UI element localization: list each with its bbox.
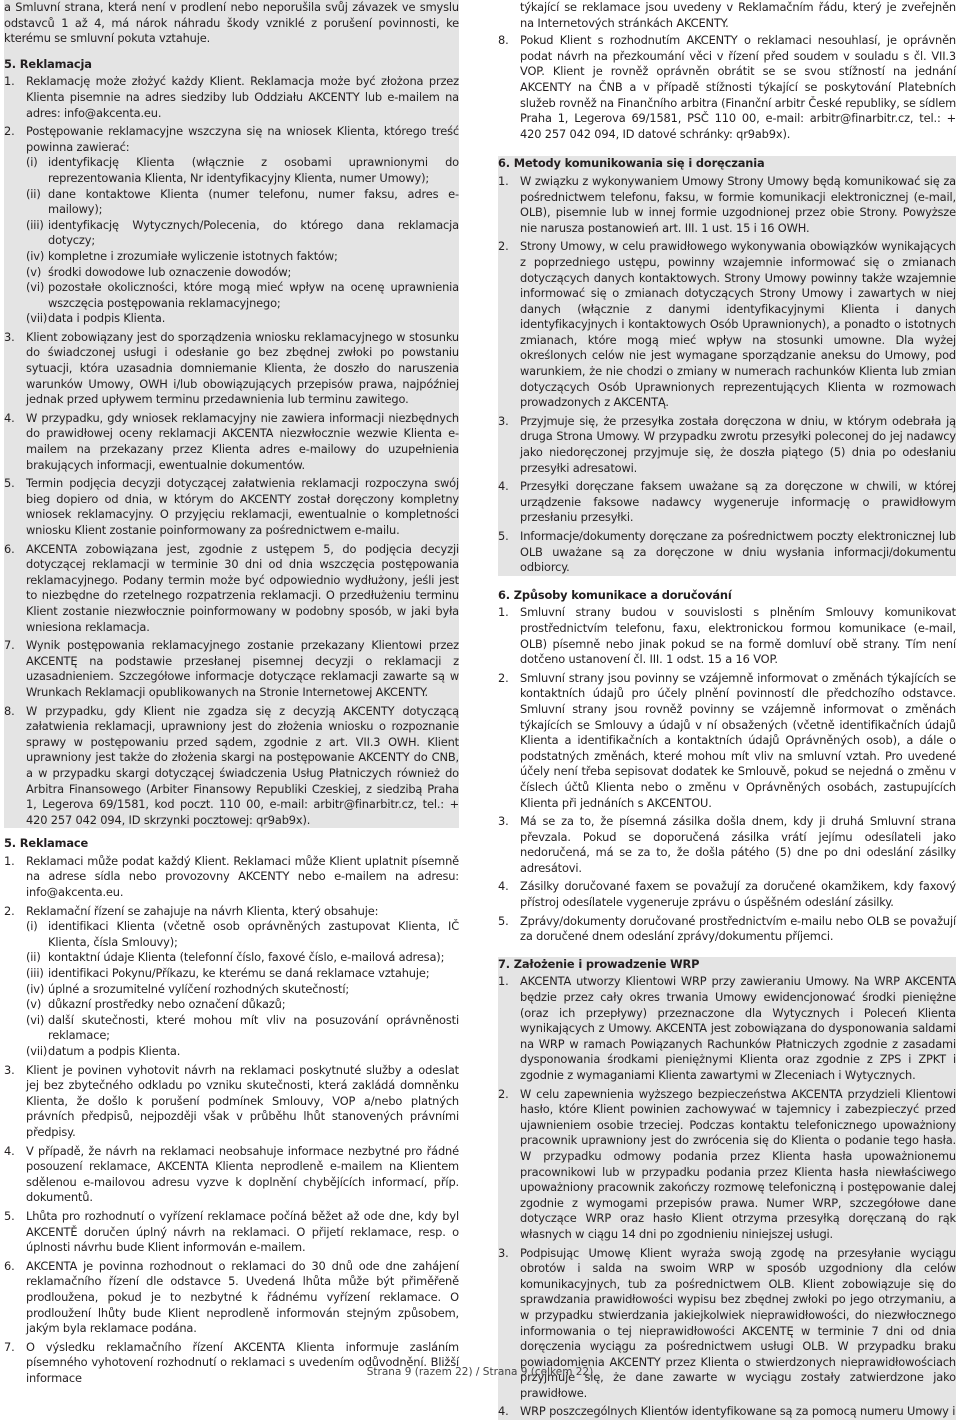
page-footer: Strana 9 (razem 22) / Strana 9 (celkem 22) [366,1366,594,1378]
sub-clause-number: (vii) [26,311,48,326]
clause-text: Má se za to, že písemná zásilka došla dnem, kdy ji druhá Smluvní strana převzala. Pokud se doporučená zásilka vrátí jejímu odesílateli jako nedoručená, má se za to, že došla pátého (5) dne po dni odeslání zásilky adresátovi. [520,814,956,875]
sub-clause [26,950,459,966]
sub-clause-number: (iii) [26,217,44,232]
sub-clause-text: identyfikację Klienta (włącznie z osobami uprawnionymi do reprezentowania Klienta, Nr identyfikacyjny Klienta, numer Umowy); [48,155,459,185]
clause-number: 5. [498,529,509,543]
clause [4,904,459,1060]
sub-clause [26,187,459,218]
clause-number: 1. [498,173,509,188]
clause [4,1259,459,1337]
clause-number: 4. [498,479,509,494]
clause-number: 2. [498,670,509,685]
clause-text: Klient zobowiązany jest do sporządzenia wniosku reklamacyjnego w stosunku do świadczonej usługi i odesłanie go bez zbędnej zwłoki po powstaniu sytuacji, która uzasadnia domniemanie Klienta, że doszło do naruszenia warunków Umowy, OWH i/lub obowiązujących przepisów prawa, najpóźniej jednak przed upływem terminu przedawnienia lub terminu zawitego. [26,329,459,407]
sub-clause [26,155,459,186]
sub-clause-text: dane kontaktowe Klienta (numer telefonu, numer faksu, adres e-mailowy); [48,186,459,217]
clause-list [4,74,459,828]
clause-text: Klient je povinen vyhotovit návrh na reklamaci poskytnuté služby a odeslat jej bez zbytečného odkladu po vzniku skutečnosti, která zakládá domněnku Klienta, že došlo k porušení podmínek Smlouvy, VOP a/nebo platných právních předpisů, nejpozději však v průběhu lhůt stanovených právními předpisy. [26,1062,459,1139]
sub-clause-text: identifikaci Pokynu/Příkazu, ke kterému se daná reklamace vztahuje; [48,966,430,981]
sub-clause-text: důkazní prostředky nebo označení důkazů; [48,997,286,1012]
sub-clause-text: identyfikację Wytycznych/Polecenia, do którego dana reklamacja dotyczy; [48,217,459,248]
section-heading: 6. Metody komunikowania się i doręczania [498,156,765,171]
clause [4,124,459,327]
clause [498,1087,956,1243]
clause [4,854,459,901]
sub-clause-number: (v) [26,264,42,279]
clause [498,174,956,236]
clause [498,529,956,576]
clause-list [498,974,956,1420]
clause-list [498,174,956,576]
sub-clause [26,982,459,998]
clause [498,879,956,910]
clause-text: V případě, že návrh na reklamaci neobsahuje informace nezbytné pro řádné posouzení reklamace, AKCENTA Klienta neprodleně e-mailem na Klientem sdělenou e-mailovou adresu vyzve k doplnění chybějících informací, příp. dokumentů. [26,1143,459,1205]
sub-clause-number: (i) [26,919,38,934]
clause-number: 7. [4,638,15,653]
intro-paragraph: a Smluvní strana, která není v prodlení nebo neporušila svůj závazek ve smyslu odstavců 1 až 4, má nárok náhradu škody vzniklé z porušení povinnosti, ke kterému se smluvní pokuta vztahuje. [4,0,459,46]
sub-clause [26,265,459,281]
polish-section-7 [498,957,956,1420]
clause-list [498,33,956,142]
clause-number: 3. [498,1245,509,1260]
clause-number: 4. [4,410,15,425]
sub-clause-text: datum a podpis Klienta. [48,1044,181,1058]
clause-text: Reklamaci může podat každý Klient. Reklamaci může Klient uplatnit písemně na adrese sídla nebo provozovny AKCENTY nebo e-mailem na adresu: info@akcenta.eu. [26,853,459,900]
sub-clause-number: (i) [26,155,38,170]
clause-number: 4. [498,1404,509,1419]
clause-number: 6. [4,541,15,556]
clause-number: 3. [4,1062,15,1077]
clause-number: 4. [498,879,509,894]
clause-text: Smluvní strany jsou povinny se vzájemně informovat o změnách týkajících se kontaktních údajů pro účely plnění povinností dle předchozího odstavce. Smluvní strany jsou rovněž povinny se vzájemně informovat o změnách týkajících se Smlouvy a údajů v ní obsažených (včetně identifikačních údajů Klienta a identifikačních a kontaktních údajů Oprávněných osob), a dále o podstatných změnách, které mohou mít vliv na smluvní vztah. Pro uvedené účely není třeba sepisovat dodatek ke Smlouvě, pokud se nejedná o změnu v číslech účtů Klienta nebo o změnu v Oprávněných osobách, zastupujících Klienta při jednáních s AKCENTOU. [520,670,956,810]
clause-number: 5. [4,476,15,491]
clause-text: Zásilky doručované faxem se považují za doručené okamžikem, kdy faxový přístroj odesílatele vygeneruje zprávu o úspěšném odeslání zásilky. [520,879,956,910]
clause [498,239,956,411]
clause [4,74,459,121]
right-column [498,0,956,1428]
continued-paragraph: týkající se reklamace jsou uvedeny v Reklamačním řádu, který je zveřejněn na Internetových stránkách AKCENTY. [520,0,956,30]
clause [498,671,956,811]
clause-number: 8. [498,33,509,48]
clause [498,1246,956,1402]
clause-number: 5. [4,1208,15,1223]
clause [4,476,459,538]
clause-text: Lhůta pro rozhodnutí o vyřízení reklamace počíná běžet až ode dne, kdy byl AKCENTĚ doručen úplný návrh na reklamaci. O přijetí reklamace, resp. o úplnosti návrhu bude Klient informován e-mailem. [26,1208,459,1255]
czech-section-6 [498,588,956,945]
clause-text: O výsledku reklamačního řízení AKCENTA Klienta informuje zasláním písemného vyhotovení rozhodnutí o reklamaci s uvedením odůvodnění. Bližší informace [26,1339,459,1385]
clause-number: 2. [4,903,15,918]
clause-text: W przypadku, gdy wniosek reklamacyjny nie zawiera informacji niezbędnych do prawidłowej oceny reklamacji AKCENTA niezwłocznie wezwie Klienta e-mailem na przekazany przez Klienta adres e-mailowy do uzupełnienia brakujących informacji, ewentualnie dokumentów. [26,410,459,472]
sub-clause-number: (ii) [26,950,41,965]
clause-number: 2. [4,124,15,139]
clause [4,1063,459,1141]
clause-number: 2. [498,239,509,254]
sub-clause-number: (vi) [26,1012,45,1027]
clause-number: 1. [498,974,509,989]
sub-clause-number: (iv) [26,248,45,263]
sub-clause [26,966,459,982]
sub-clause-text: środki dowodowe lub oznaczenie dowodów; [48,264,292,279]
clause [4,704,459,829]
sub-clause-number: (vii) [26,1044,48,1058]
clause-text: Reklamację może złożyć każdy Klient. Reklamacja może być złożona przez Klienta pisemnie na adres siedziby lub Oddziału AKCENTY lub e-mailem na adres: info@akcenta.eu. [26,74,459,120]
clause-text: WRP poszczególnych Klientów identyfikowane są za pomocą numeru Umowy i [520,1404,956,1419]
sub-clause-number: (vi) [26,280,45,295]
sub-clause [26,997,459,1013]
section-heading: 5. Reklamace [4,836,89,851]
clause [4,411,459,473]
clause [4,638,459,700]
polish-section-6 [498,156,956,575]
clause-text: Wynik postępowania reklamacyjnego zostanie przekazany Klientowi przez AKCENTĘ na podstawie przesłanej pisemnej decyzji o reklamacji z uzasadnieniem. Szczegółowe informacje dotyczące reklamacji zawarte są w Wrunkach Reklamacji opublikowanych na Stronie Internetowej AKCENTY. [26,638,459,699]
clause [498,974,956,1083]
clause-text: Podpisując Umowę Klient wyraża swoją zgodę na przesyłanie wyciągu obrotów i salda na swoim WRP w sposób uzgodniony dla celów komunikacyjnych, tub za pośrednictwem OLB. Klient zobowiązuje się do sprawdzania prawidłowości wypisu bez zbędnej zwłoki po jego otrzymaniu, a w przypadku stwierdzania jakiejkolwiek nieprawidłowości, do niezwłocznego informowania o tej nieprawidłowości AKCENTĘ w terminie 7 dni od dnia doręczenia wyciągu za pośrednictwem usługi OLB. W przypadku braku powiadomienia AKCENTY przez Klienta o stwierdzonych nieprawidłowościach przyjmuje się, że dane zawarte w wyciągu zostały zatwierdzone jako prawidłowe. [520,1245,956,1400]
polish-section-5 [4,0,459,828]
clause-number: 3. [498,413,509,428]
clause-number: 7. [4,1339,15,1354]
sub-clause [26,1044,459,1060]
sub-clause-text: další skutečnosti, které mohou mít vliv na posuzování oprávněnosti reklamace; [48,1012,459,1043]
clause-list [4,854,459,1387]
sub-clause [26,311,459,327]
sub-clause [26,280,459,311]
clause-text: W przypadku, gdy Klient nie zgadza się z decyzją AKCENTY dotyczącą załatwienia reklamacji, uprawniony jest do złożenia wniosku o rozpoznanie sprawy w postępowaniu przed sądem, zgodnie z art. VII.3 OWH. Klient uprawniony jest także do złożenia skargi na postępowanie AKCENTY do CNB, a w przypadku skargi dotyczącej świadczenia Usług Płatniczych również do Arbitra Finansowego (Arbiter Finansowy Republiki Czeskiej, z siedzibą Praha 1, Legerova 69/1581, kod poczt. 110 00, e-mail: arbitr@finarbitr.cz, tel.: + 420 257 042 094, ID skrzynki pocztowej: qr9ab9x). [26,703,459,827]
clause-number: 6. [4,1258,15,1273]
clause-number: 5. [498,913,509,928]
clause [4,330,459,408]
clause [4,1144,459,1206]
clause [4,542,459,636]
clause-list [498,605,956,944]
clause [498,414,956,476]
clause-text: Smluvní strany budou v souvislosti s plněním Smlouvy komunikovat prostřednictvím telefonu, faxu, elektronickou formou komunikace (e-mail, OLB) písemně nebo jinak pokud se na formě domluví obě strany. Tím není dotčeno ustanovení čl. III. 1 odst. 15 a 16 VOP. [520,605,956,667]
sub-clause-text: data i podpis Klienta. [48,311,166,326]
clause-number: 2. [498,1086,509,1101]
clause-text: Pokud Klient s rozhodnutím AKCENTY o reklamaci nesouhlasí, je oprávněn podat návrh na přezkoumání věci v řízení před soudem v souladu s čl. VII.3 VOP. Klient je rovněž oprávněn obrátit se se svou stížností na jednání AKCENTY na ČNB a v případě stížnosti týkající se poskytování Platebních služeb rovněž na Finančního arbitra (Finanční arbitr České republiky, se sídlem Praha 1, Legerova 69/1581, PSČ 110 00, e-mail: arbitr@finarbitr.cz, tel.: + 420 257 042 094, ID datové schránky: qr9ab9x). [520,33,957,141]
sub-clause [26,218,459,249]
clause [498,33,956,142]
clause [4,1209,459,1256]
clause-text: Przyjmuje się, że przesyłka została doręczona w dniu, w którym odebrała ją druga Strona Umowy. W przypadku zwrotu przesyłki poleconej do jej nadawcy jako niedoręczonej przyjmuje się, że doszła piątego (5) dnia po odesłaniu przesyłki adresatowi. [520,413,956,475]
clause-number: 4. [4,1143,15,1158]
clause-number: 1. [4,853,15,868]
section-heading: 6. Způsoby komunikace a doručování [498,587,732,602]
clause-number: 3. [4,329,15,344]
clause-text: Zprávy/dokumenty doručované prostřednictvím e-mailu nebo OLB se považují za doručené dnem odeslání zprávy/dokumentu příjemci. [520,913,956,944]
clause-text: Postępowanie reklamacyjne wszczyna się na wniosek Klienta, którego treść powinna zawierać: [26,124,459,154]
section-heading: 5. Reklamacja [4,56,92,71]
clause-text: Reklamační řízení se zahajuje na návrh Klienta, který obsahuje: [26,903,379,918]
clause-text: Strony Umowy, w celu prawidłowego wykonywania obowiązków wynikających z poprzedniego ustępu, powinny wzajemnie informować się o zmianach dotyczących danych kontaktowych. Strony Umowy powinny także wzajemnie informować się o zmianach dotyczących Strony Umowy i zawartych w niej danych (włącznie z danymi identyfikacyjnymi Klienta i danych identyfikacyjnych i kontaktowych Osób Uprawnionych), a ponadto o istotnych zmianach, które mogą mieć wpływ na stosunki umowne. Dla wyżej określonych celów nie jest wymagane sporządzanie aneksu do Umowy, pod warunkiem, że nie chodzi o zmiany w numerach rachunków Klienta lub zmian dotyczących Osób Uprawnionych reprezentujących Klienta w rozmowach prowadzonych z AKCENTĄ. [520,239,956,410]
clause-number: 3. [498,814,509,829]
clause-text: AKCENTA je povinna rozhodnout o reklamaci do 30 dnů ode dne zahájení reklamačního řízení dle odstavce 5. Uvedená lhůta může být přiměřeně prodloužena, pokud je to nezbytné k řádnému vyřízení reklamace. O prodloužení lhůty bude Klient neprodleně informován stejným způsobem, jakým byla reklamace podána. [26,1258,459,1336]
sub-clause-text: pozostałe okoliczności, które mogą mieć wpływ na ocenę uprawnienia wszczęcia postępowania reklamacyjnego; [48,280,459,310]
sub-clause-number: (iv) [26,981,45,996]
sub-clause-text: kontaktní údaje Klienta (telefonní číslo, faxové číslo, e-mailová adresa); [48,950,445,965]
sub-clause [26,249,459,265]
sub-clause-number: (v) [26,997,42,1012]
clause [498,914,956,945]
sub-clause-number: (ii) [26,186,41,201]
sub-clause-number: (iii) [26,966,44,981]
clause [498,1404,956,1420]
clause [4,1340,459,1387]
clause [498,814,956,876]
clause [498,605,956,667]
clause-number: 8. [4,703,15,718]
sub-clause [26,919,459,950]
clause [498,479,956,526]
czech-section-5-continued [498,0,956,142]
sub-clause-text: úplné a srozumitelné vylíčení rozhodných skutečností; [48,981,350,996]
clause-number: 1. [498,605,509,620]
sub-clause-text: identifikaci Klienta (včetně osob oprávněných zastupovat Klienta, IČ Klienta, čísla Smlouvy); [48,919,459,949]
clause-text: Informacje/dokumenty doręczane za pośrednictwem poczty elektronicznej lub OLB uważane są za doręczone w dniu wysłania informacji/dokumentu odbiorcy. [520,529,956,575]
clause-number: 1. [4,74,15,89]
sub-clause-text: kompletne i zrozumiałe wyliczenie istotnych faktów; [48,248,338,263]
clause-text: W związku z wykonywaniem Umowy Strony Umowy będą komunikować się za pośrednictwem telefonu, faksu, w formie komunikacji elektronicznej (e-mail, OLB), pisemnie lub w innej formie uzgodnionej przez obie Strony. Powyższe nie narusza postanowień art. III. 1 ust. 15 i 16 OWH. [520,173,956,235]
clause-text: Przesyłki doręczane faksem uważane są za doręczone w chwili, w której urządzenie faksowe nadawcy wygeneruje informację o prawidłowym przesłaniu przesyłki. [520,479,956,525]
left-column [4,0,459,1394]
clause-text: W celu zapewnienia wyższego bezpieczeństwa AKCENTA przydzieli Klientowi hasło, które Klient powinien zachowywać w tajemnicy i zabezpieczyć przed ujawnieniem osobie trzeciej. Podczas kontaktu telefonicznego upoważniony pracownik uprawniony jest do zwrócenia się do Klienta o podanie tego hasła. W przypadku odmowy podania przez Klienta hasła upoważnionemu pracownikowi lub w przypadku podania przez Klienta hasła niewłaściwego upoważniony pracownik zakończy rozmowę telefoniczną i postępowanie dalej zgodnie z wymogami przepisów prawa. Numer WRP, szczegółowe dane dotyczące WRP oraz hasło Klient otrzyma przesyłką doręczaną do rąk własnych w ciągu 14 dni po zgodnieniu niniejszej usługi. [520,1086,956,1241]
section-heading: 7. Założenie i prowadzenie WRP [498,956,700,971]
clause-text: AKCENTA utworzy Klientowi WRP przy zawieraniu Umowy. Na WRP AKCENTA będzie przez cały okres trwania Umowy ewidencjonować środki pieniężne (oraz ich przepływy) przeznaczone dla Wytycznych i Poleceń Klienta wynikających z Umowy. AKCENTA jest zobowiązana do dysponowania saldami na WRP w ramach Powiązanych Rachunków Płatniczych zgodnie z zasadami dysponowania środkami pieniężnymi Klienta oraz zgodnie z ZPS i ZPKT i zgodnie z wymaganiami Klienta zawartymi w Zleceniach i Wytycznych. [520,974,956,1082]
sub-clause [26,1013,459,1044]
clause-text: Termin podjęcia decyzji dotyczącej załatwienia reklamacji rozpoczyna swój bieg dopiero od dnia, w którym do AKCENTY został doręczony kompletny wniosek reklamacyjny. O przyjęciu reklamacji, ewentualnie o kompletności wniosku Klient zostanie poinformowany za pośrednictwem e-mailu. [26,476,459,537]
clause-text: AKCENTA zobowiązana jest, zgodnie z ustępem 5, do podjęcia decyzji dotyczącej reklamacji w terminie 30 dni od dnia wszczęcia postępowania reklamacyjnego. Podany termin może być odpowiednio wydłużony, jeśli jest to niezbędne do rzetelnego rozpatrzenia reklamacji. O przedłużeniu terminu Klient zostanie niezwłocznie poinformowany w podobny sposób, w jaki była wniesiona reklamacja. [26,541,459,634]
czech-section-5 [4,836,459,1386]
